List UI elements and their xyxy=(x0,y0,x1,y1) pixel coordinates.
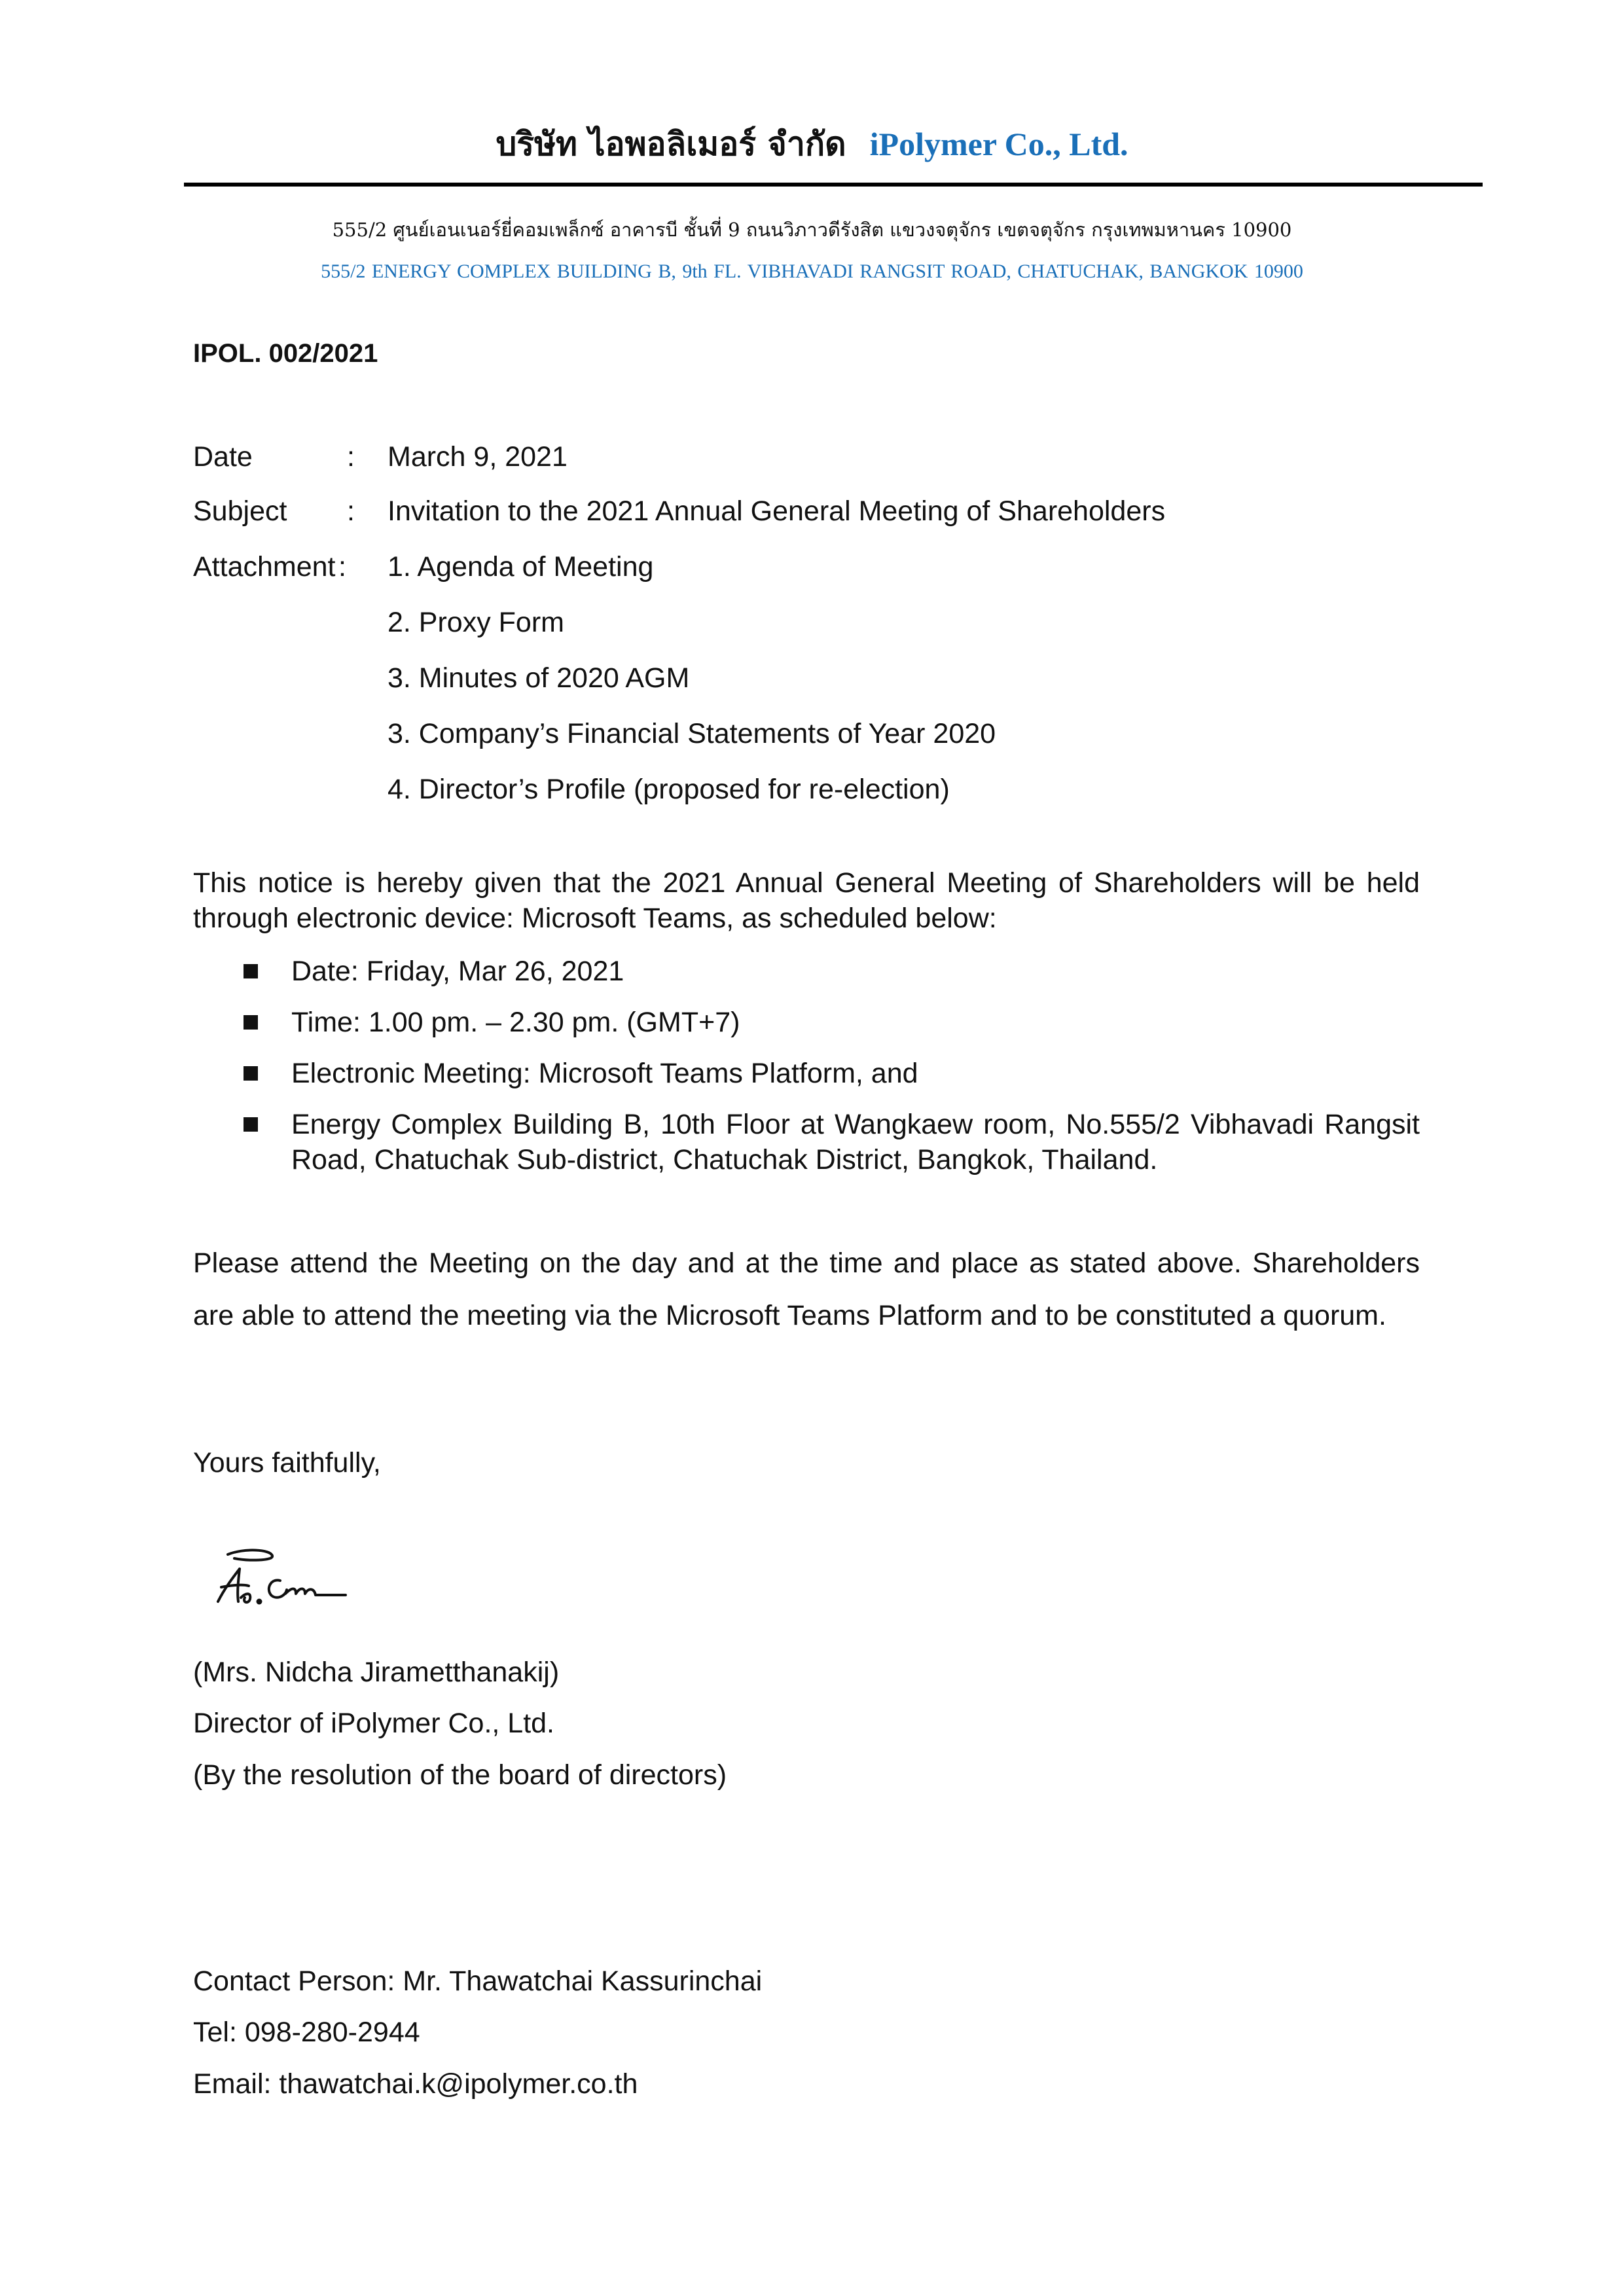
attachment-colon: : xyxy=(338,551,346,583)
reference-number: IPOL. 002/2021 xyxy=(193,339,378,368)
attachment-item: 4. Director’s Profile (proposed for re-election) xyxy=(388,774,950,805)
contact-tel: Tel: 098-280-2944 xyxy=(193,2017,420,2048)
company-name-english: iPolymer Co., Ltd. xyxy=(869,126,1128,162)
company-name-header xyxy=(0,124,1624,164)
bullet-marker xyxy=(244,1117,258,1132)
bullet-marker xyxy=(244,1066,258,1081)
attachment-item: 1. Agenda of Meeting xyxy=(388,551,654,583)
bullet-marker xyxy=(244,964,258,978)
bullet-marker xyxy=(244,1015,258,1030)
date-label: Date xyxy=(193,441,253,473)
date-colon: : xyxy=(347,441,355,473)
closing-paragraph: Please attend the Meeting on the day and at the time and place as stated above. Shareholders are able to attend the meeting via the Microsoft Teams Platform and to be constituted a quorum. xyxy=(193,1247,1420,1331)
signatory-name: (Mrs. Nidcha Jirametthanakij) xyxy=(193,1657,560,1688)
signatory-title: Director of iPolymer Co., Ltd. xyxy=(193,1708,555,1739)
company-name-thai: บริษัท ไอพอลิเมอร์ จำกัด xyxy=(496,124,846,163)
address-thai: 555/2 ศูนย์เอนเนอร์ยี่คอมเพล็กซ์ อาคารบี ชั้นที่ 9 ถนนวิภาวดีรังสิต แขวงจตุจักร เขตจตุจักร กรุงเทพมหานคร 10900 xyxy=(332,219,1292,241)
schedule-item: Time: 1.00 pm. – 2.30 pm. (GMT+7) xyxy=(291,1007,740,1038)
subject-colon: : xyxy=(347,495,355,527)
signatory-note: (By the resolution of the board of directors) xyxy=(193,1759,727,1791)
handwritten-signature xyxy=(208,1541,359,1613)
schedule-item: Energy Complex Building B, 10th Floor at Wangkaew room, No.555/2 Vibhavadi Rangsit Road, Chatuchak Sub-district, Chatuchak District, Bangkok, Thailand. xyxy=(291,1109,1420,1175)
header-divider xyxy=(184,183,1483,187)
address-english: 555/2 ENERGY COMPLEX BUILDING B, 9th FL. VIBHAVADI RANGSIT ROAD, CHATUCHAK, BANGKOK 10900 xyxy=(321,260,1303,282)
notice-paragraph: This notice is hereby given that the 2021 Annual General Meeting of Shareholders will be held through electronic device: Microsoft Teams, as scheduled below: xyxy=(193,867,1420,934)
subject-label: Subject xyxy=(193,495,287,527)
attachment-item: 3. Minutes of 2020 AGM xyxy=(388,662,690,694)
subject-value: Invitation to the 2021 Annual General Meeting of Shareholders xyxy=(388,495,1166,527)
attachment-item: 2. Proxy Form xyxy=(388,607,564,638)
salutation: Yours faithfully, xyxy=(193,1447,381,1479)
schedule-item: Electronic Meeting: Microsoft Teams Platform, and xyxy=(291,1058,918,1089)
schedule-item: Date: Friday, Mar 26, 2021 xyxy=(291,956,624,987)
contact-person: Contact Person: Mr. Thawatchai Kassurinchai xyxy=(193,1965,763,1997)
attachment-item: 3. Company’s Financial Statements of Year 2020 xyxy=(388,718,996,749)
contact-email: Email: thawatchai.k@ipolymer.co.th xyxy=(193,2068,638,2100)
attachment-label: Attachment xyxy=(193,551,336,583)
date-value: March 9, 2021 xyxy=(388,441,568,473)
